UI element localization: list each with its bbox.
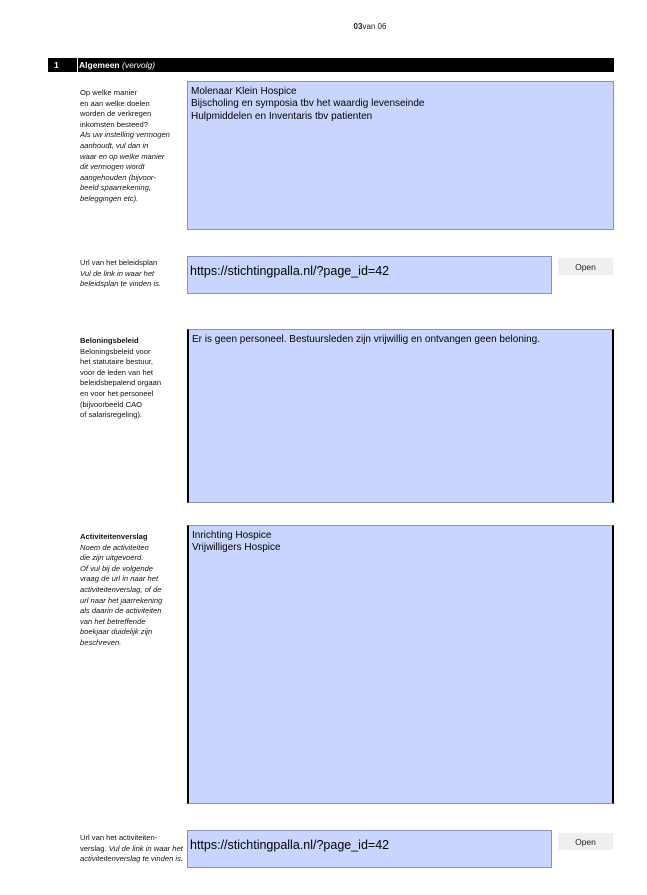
hint-line: aangehouden (bijvoor- (80, 172, 156, 182)
label-line: Beloningsbeleid voor (80, 346, 151, 356)
text-line: Er is geen personeel. Bestuursleden zijn vrijwillig en ontvangen geen beloning. (192, 334, 540, 345)
hint-line: Of vul bij de volgende (80, 563, 154, 573)
label-line: en aan welke doelen (80, 98, 150, 108)
label-line: Url van het activiteiten- (80, 833, 158, 842)
hint-line: url naar het jaarrekening (80, 595, 163, 605)
text-line: Hulpmiddelen en Inventaris tbv patienten (191, 110, 373, 122)
hint-line: die zijn uitgevoerd. (80, 553, 144, 563)
hint-line: activiteitenverslag, of de (80, 584, 162, 594)
label-line: het statutaire bestuur, (80, 357, 154, 367)
label-italic-part: Vul de link in waar het (106, 843, 183, 853)
hint-line: Als uw instelling vermogen (80, 130, 170, 140)
activity-report-label (80, 833, 186, 865)
label-plain-part: verslag. (80, 843, 107, 853)
hint-line: beschreven. (80, 637, 122, 647)
hint-line: Vul de link in waar het (80, 268, 155, 278)
text-line: Molenaar Klein Hospice (191, 86, 297, 97)
label-line: beleidsbepalend orgaan (80, 378, 162, 388)
text-line: Inrichting Hospice (192, 530, 272, 541)
remuneration-textarea[interactable] (187, 329, 614, 503)
hint-line: beeld spaarrekening, (80, 183, 151, 193)
activity-report-open-button[interactable]: Open (558, 833, 613, 850)
page-total: van 06 (362, 22, 387, 31)
hint-line: Noem de activiteiten (80, 542, 149, 552)
hint-line: boekjaar duidelijk zijn (80, 627, 153, 637)
hint-line: beleidsplan te vinden is. (80, 279, 162, 289)
policy-plan-label (80, 258, 184, 290)
remuneration-label (80, 336, 184, 421)
remuneration-title: Beloningsbeleid (80, 336, 139, 345)
section-number: 1 (54, 60, 59, 70)
activities-title: Activiteitenverslag (80, 532, 148, 541)
text-line: Bijscholing en symposia tbv het waardig levenseinde (191, 98, 425, 110)
hint-line: vraag de url in naar het (80, 574, 159, 584)
label-mixed-line (80, 844, 186, 855)
income-use-label (80, 88, 184, 205)
section-divider (77, 58, 78, 72)
label-line: (bijvoorbeeld CAO (80, 399, 143, 409)
text-line: Vrijwilligers Hospice (192, 542, 281, 554)
page-number (0, 22, 647, 31)
policy-plan-open-button[interactable]: Open (558, 258, 613, 275)
label-line: en voor het personeel (80, 388, 154, 398)
hint-line: beleggingen etc). (80, 193, 139, 203)
policy-plan-url-field[interactable]: https://stichtingpalla.nl/?page_id=42 (187, 256, 552, 294)
hint-line: als daarin de activiteiten (80, 606, 162, 616)
label-line: of salarisregeling). (80, 410, 143, 420)
section-header (48, 58, 614, 72)
label-line: Url van het beleidsplan (80, 258, 158, 267)
activity-report-url-field[interactable]: https://stichtingpalla.nl/?page_id=42 (187, 830, 552, 868)
label-line: Op welke manier (80, 88, 137, 97)
activities-textarea[interactable] (187, 525, 614, 804)
section-title-text: Algemeen (79, 60, 120, 70)
hint-line: activiteitenverslag te vinden is. (80, 854, 183, 864)
label-line: inkomsten besteed? (80, 119, 148, 129)
income-use-textarea[interactable] (187, 81, 614, 230)
hint-line: dit vermogen wordt (80, 162, 145, 172)
section-title-suffix: (vervolg) (122, 60, 156, 70)
hint-line: van het betreffende (80, 616, 146, 626)
label-line: worden de verkregen (80, 109, 152, 119)
hint-line: aanhoudt, vul dan in (80, 140, 149, 150)
section-title (79, 58, 155, 72)
page-current: 03 (353, 22, 363, 31)
label-line: voor de leden van het (80, 367, 154, 377)
activities-label (80, 532, 184, 649)
hint-line: waar en op welke manier (80, 151, 165, 161)
